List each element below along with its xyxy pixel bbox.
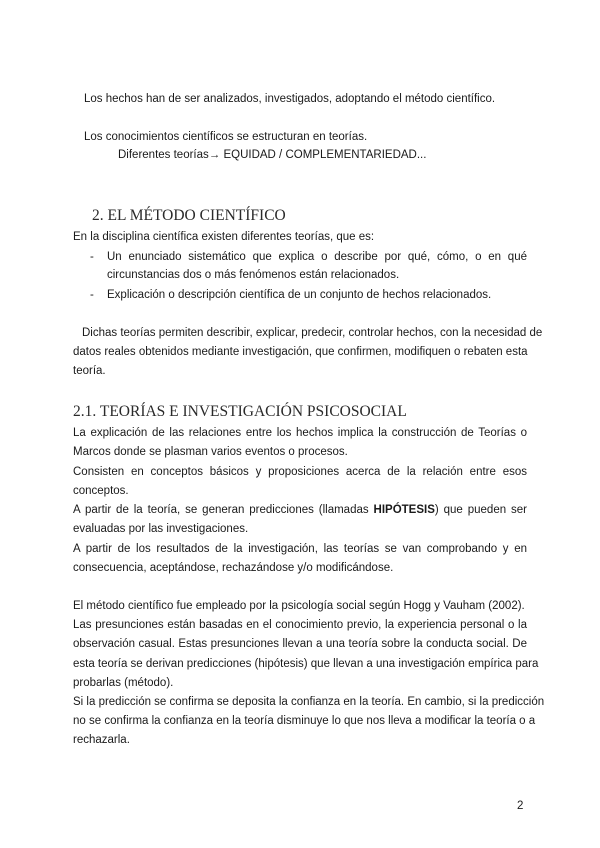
s21-p3-line-2: evaluadas por las investigaciones. [73,523,249,535]
hipotesis-bold: HIPÓTESIS [373,504,435,516]
s21-p2-line-2: conceptos. [73,485,129,497]
bullet-1-line-1: Un enunciado sistemático que explica o describe por qué, cómo, o en qué [107,251,527,263]
s21-p7-line-2: no se confirma la confianza en la teoría disminuye lo que nos lleva a modificar la teoría o a [73,715,536,727]
s21-p2-line-1: Consisten en conceptos básicos y proposiciones acerca de la relación entre esos [73,466,527,478]
s21-p4-line-2: consecuencia, aceptándose, rechazándose y/o modificándose. [73,562,394,574]
section-2-para-line-3: teoría. [73,365,106,377]
intro-line-2: Los conocimientos científicos se estructuran en teorías. [84,131,368,143]
s21-p7-line-3: rechazarla. [73,734,130,746]
s21-p3-before: A partir de la teoría, se generan predicciones (llamadas [73,504,369,516]
s21-p3-after: ) que pueden ser [434,504,527,516]
s21-p6-line-1: Las presunciones están basadas en el conocimiento previo, la experiencia personal o la [73,619,527,631]
section-2-1-heading: 2.1. TEORÍAS E INVESTIGACIÓN PSICOSOCIAL [73,403,407,420]
bullet-marker-1: - [90,251,94,263]
page-number: 2 [517,800,524,812]
bullet-marker-2: - [90,289,94,301]
intro-line-3: Diferentes teorías→ EQUIDAD / COMPLEMENTARIEDAD... [118,149,427,161]
bullet-1-line-2: circunstancias dos o más fenómenos están relacionados. [107,269,400,281]
bullet-2: Explicación o descripción científica de un conjunto de hechos relacionados. [107,289,492,301]
section-2-heading: 2. EL MÉTODO CIENTÍFICO [92,207,286,224]
s21-p3-line-1 [73,503,527,517]
s21-p7-line-1: Si la predicción se confirma se deposita la confianza en la teoría. En cambio, si la predicción [73,696,545,708]
section-2-para-line-2: datos reales obtenidos mediante investigación, que confirmen, modifiquen o rebaten esta [73,346,528,358]
s21-p6-line-2: observación casual. Estas presunciones llevan a una teoría sobre la conducta social. De [73,638,527,650]
s21-p6-line-3: esta teoría se derivan predicciones (hipótesis) que llevan a una investigación empírica para [73,658,539,670]
s21-p6-line-4: probarlas (método). [73,677,174,689]
section-2-para-line-1: Dichas teorías permiten describir, explicar, predecir, controlar hechos, con la necesidad de [82,327,543,339]
section-2-lead: En la disciplina científica existen diferentes teorías, que es: [73,231,375,243]
s21-p1-line-1: La explicación de las relaciones entre los hechos implica la construcción de Teorías o [73,427,527,439]
s21-p4-line-1: A partir de los resultados de la investigación, las teorías se van comprobando y en [73,543,527,555]
intro-line-1: Los hechos han de ser analizados, investigados, adoptando el método científico. [84,93,496,105]
s21-p1-line-2: Marcos donde se plasman varios eventos o procesos. [73,446,348,458]
s21-p5: El método científico fue empleado por la psicología social según Hogg y Vauham (2002). [73,600,525,612]
